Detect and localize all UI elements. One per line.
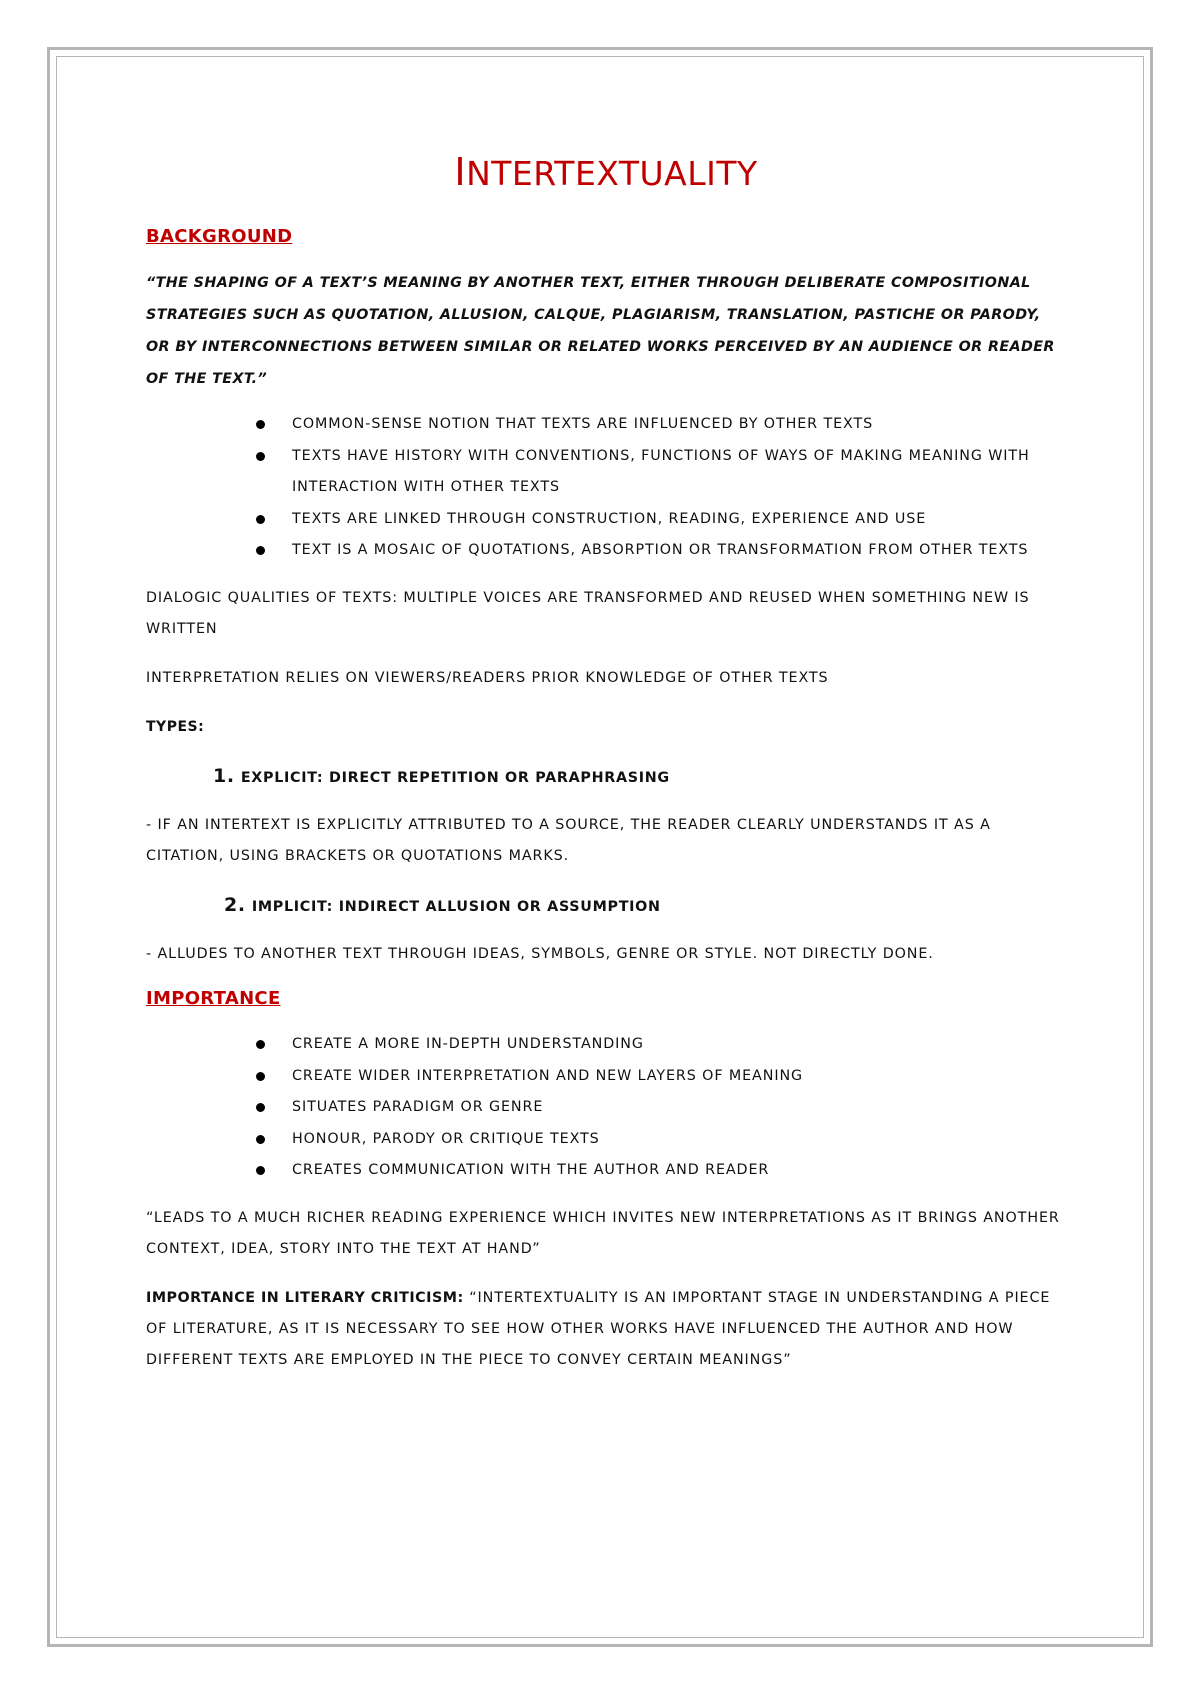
bullet-icon [256, 420, 265, 429]
type-implicit-description: - ALLUDES TO ANOTHER TEXT THROUGH IDEAS, SYMBOLS, GENRE OR STYLE. NOT DIRECTLY DONE. [146, 945, 934, 962]
list-item-text: COMMON-SENSE NOTION THAT TEXTS ARE INFLUENCED BY OTHER TEXTS [292, 416, 874, 433]
literary-criticism-paragraph [146, 1283, 1066, 1376]
title-rest: NTERTEXTUALITY [466, 154, 758, 193]
bullet-icon [256, 515, 265, 524]
bullet-icon [256, 1072, 265, 1081]
type-explicit-description: - IF AN INTERTEXT IS EXPLICITLY ATTRIBUTED TO A SOURCE, THE READER CLEARLY UNDERSTANDS IT AS A CITATION, USING BRACKETS OR QUOTATIONS MARKS. [146, 816, 991, 864]
list-item [292, 1155, 1066, 1187]
list-item-text: CREATE A MORE IN-DEPTH UNDERSTANDING [292, 1036, 644, 1053]
bullet-icon [256, 1166, 265, 1175]
bullet-icon [256, 1040, 265, 1049]
interpretation-paragraph: INTERPRETATION RELIES ON VIEWERS/READERS PRIOR KNOWLEDGE OF OTHER TEXTS [146, 669, 829, 686]
list-item-text: CREATE WIDER INTERPRETATION AND NEW LAYERS OF MEANING [292, 1067, 804, 1084]
list-item-text: TEXTS ARE LINKED THROUGH CONSTRUCTION, READING, EXPERIENCE AND USE [292, 510, 927, 527]
definition-quote: “THE SHAPING OF A TEXT’S MEANING BY ANOTHER TEXT, EITHER THROUGH DELIBERATE COMPOSITIONAL STRATEGIES SUCH AS QUOTATION, ALLUSION, CALQUE, PLAGIARISM, TRANSLATION, PASTICHE OR PARODY, OR BY INTERCONNECTIONS BETWEEN SIMILAR OR RELATED WORKS PERCEIVED BY AN AUDIENCE OR READER OF THE TEXT.” [146, 275, 1055, 388]
importance-heading: IMPORTANCE [146, 987, 281, 1009]
literary-criticism-label: IMPORTANCE IN LITERARY CRITICISM: [146, 1289, 464, 1306]
dialogic-paragraph: DIALOGIC QUALITIES OF TEXTS: MULTIPLE VOICES ARE TRANSFORMED AND REUSED WHEN SOMETHING NEW IS WRITTEN [146, 589, 1030, 637]
list-item [292, 535, 1066, 567]
type-number: 2. [224, 893, 246, 916]
bullet-icon [256, 1103, 265, 1112]
list-item [292, 1029, 1066, 1061]
document-title [146, 150, 1066, 196]
background-heading: BACKGROUND [146, 225, 293, 247]
list-item-text: HONOUR, PARODY OR CRITIQUE TEXTS [292, 1130, 600, 1147]
type-label: IMPLICIT: INDIRECT ALLUSION OR ASSUMPTION [251, 898, 661, 915]
list-item [292, 409, 1066, 441]
list-item [292, 441, 1066, 504]
list-item-text: TEXTS HAVE HISTORY WITH CONVENTIONS, FUNCTIONS OF WAYS OF MAKING MEANING WITH INTERACTION WITH OTHER TEXTS [292, 447, 1030, 496]
list-item [292, 1092, 1066, 1124]
list-item-text: CREATES COMMUNICATION WITH THE AUTHOR AND READER [292, 1162, 770, 1179]
title-initial: I [454, 150, 467, 194]
richer-reading-quote: “LEADS TO A MUCH RICHER READING EXPERIENCE WHICH INVITES NEW INTERPRETATIONS AS IT BRINGS ANOTHER CONTEXT, IDEA, STORY INTO THE TEXT AT HAND” [146, 1209, 1060, 1257]
list-item [292, 1124, 1066, 1156]
types-label: TYPES: [146, 718, 205, 735]
list-item-text: SITUATES PARADIGM OR GENRE [292, 1099, 544, 1116]
list-item [292, 1061, 1066, 1093]
type-label: EXPLICIT: DIRECT REPETITION OR PARAPHRASING [240, 769, 670, 786]
bullet-icon [256, 1135, 265, 1144]
background-bullet-list [146, 409, 1066, 567]
type-explicit-heading [146, 761, 1066, 794]
document-body [146, 150, 1066, 1394]
type-number: 1. [213, 764, 235, 787]
list-item [292, 504, 1066, 536]
bullet-icon [256, 546, 265, 555]
bullet-icon [256, 452, 265, 461]
importance-bullet-list [146, 1029, 1066, 1187]
type-implicit-heading [146, 890, 1066, 923]
literary-criticism-text: “INTERTEXTUALITY IS AN IMPORTANT STAGE IN UNDERSTANDING A PIECE OF LITERATURE, AS IT IS NECESSARY TO SEE HOW OTHER WORKS HAVE INFLUENCED THE AUTHOR AND HOW DIFFERENT TEXTS ARE EMPLOYED IN THE PIECE TO CONVEY CERTAIN MEANINGS” [146, 1289, 1051, 1368]
list-item-text: TEXT IS A MOSAIC OF QUOTATIONS, ABSORPTION OR TRANSFORMATION FROM OTHER TEXTS [292, 542, 1029, 559]
